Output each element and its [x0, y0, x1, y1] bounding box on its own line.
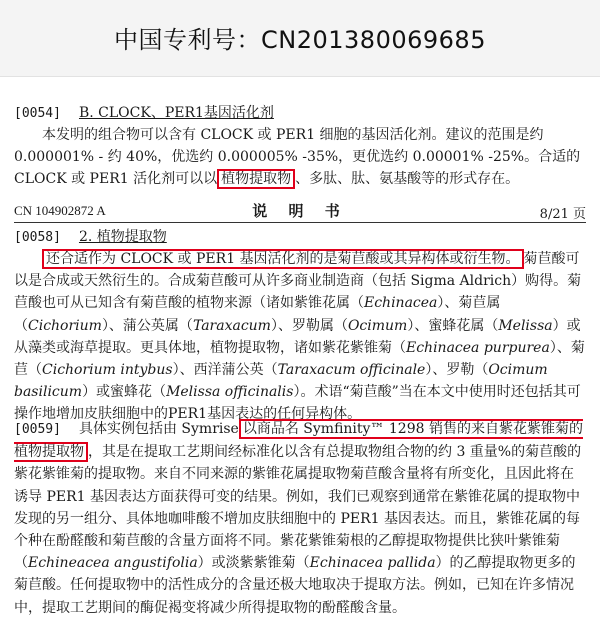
section-0058-heading — [14, 226, 167, 246]
paragraph-number: [0059] — [14, 422, 61, 437]
patent-number-title: 中国专利号：CN201380069685 — [114, 26, 486, 54]
section-0054-heading — [14, 102, 274, 122]
text-run: ）或淡紫紫锥菊（ — [197, 555, 310, 572]
species-name: Taraxacum officinale — [277, 362, 426, 379]
document-type: 说 明 书 — [252, 202, 348, 220]
text-run: ）或从藻类或海草提取。更具体地，植物提取物，诸如紫花紫锥菊（ — [14, 317, 581, 356]
species-name: Echinacea pallida — [309, 555, 436, 572]
text-run: ）、罗勒属（ — [270, 317, 348, 334]
paragraph-0059 — [14, 418, 586, 619]
paragraph-number: [0058] — [14, 230, 61, 245]
section-title: B. CLOCK、PER1基因活化剂 — [78, 105, 274, 121]
page-number: 8/21 页 — [539, 207, 586, 222]
text-run: ）、蜜蜂花属（ — [407, 317, 499, 334]
species-name: Echineacea angustifolia — [28, 555, 198, 572]
text-run: 具体实例包括由 Symrise — [78, 421, 239, 437]
genus-name: Taraxacum — [192, 317, 271, 334]
text-run: ，其是在提取工艺期间经标准化以含有总提取物组合物的约 3 重量%的菊苣酸的紫花紫锥菊的提取物。来自不同来源的紫锥花属提取物菊苣酸含量将有所变化，且因此将在诱导 PER1 基因表达方面获得可变的结果。例如，我们已观察到通常在紫锥花属的提取物中发现的另一组分、具体地咖啡酸不增加皮肤细胞中的 PER1 基因表达。而且，紫锥花属的每个种在酚醛酸和菊苣酸的含量方面将不同。紫花紫锥菊根的乙醇提取物提供比狭叶紫锥菊（ — [14, 444, 582, 572]
genus-name: Melissa — [498, 317, 553, 334]
text-run: ）、菊苣属（ — [14, 295, 501, 334]
paragraph-0054 — [14, 124, 586, 191]
highlight-box: 以商品名 Symfinity™ 1298 销售的来自紫花紫锥菊的植物提取物 — [14, 421, 583, 461]
text-run: ）的乙醇提取物更多的菊苣酸。任何提取物中的活性成分的含量还极大地取决于提取方法。例如，已知在许多情况中，提取工艺期间的酶促褐变将减少所得提取物的酚醛酸含量。 — [14, 555, 576, 616]
genus-name: Echinacea — [364, 295, 438, 312]
text-run: ）、菊苣（ — [14, 339, 585, 379]
text-run: ）、罗勒（ — [425, 362, 489, 379]
genus-name: Ocimum — [347, 317, 408, 334]
text-run: 本发明的组合物可以含有 CLOCK 或 PER1 细胞的基因活化剂。建议的范围是约 0.000001% - 约 40%，优选约 0.000005% -35%，更优选约 0.00001% -25%。合适的 CLOCK 或 PER1 活化剂可以以 — [14, 127, 581, 188]
paragraph-0058 — [14, 248, 586, 426]
text-run: ）。术语“菊苣酸”当在本文中使用时还包括其可操作地增加皮肤细胞中的PER1基因表达的任何异构体。 — [14, 384, 581, 423]
species-name: Cichorium intybus — [42, 362, 173, 379]
text-run: ）或蜜蜂花（ — [82, 384, 167, 401]
species-name: Melissa officinalis — [166, 384, 294, 401]
text-run: ）、西洋蒲公英（ — [172, 362, 278, 379]
section-title: 2. 植物提取物 — [78, 229, 167, 245]
highlight-box: 还合适作为 CLOCK 或 PER1 基因活化剂的是菊苣酸或其异构体或衍生物。 — [42, 249, 524, 269]
paragraph-number: [0054] — [14, 106, 61, 121]
species-name: Echinacea purpurea — [406, 339, 550, 356]
text-run: ）、蒲公英属（ — [101, 317, 193, 334]
highlight-box: 植物提取物 — [217, 169, 295, 189]
document-page-header — [14, 200, 586, 223]
text-run: 、多肽、肽、氨基酸等的形式存在。 — [295, 171, 520, 188]
genus-name: Cichorium — [28, 317, 102, 334]
publication-number: CN 104902872 A — [14, 203, 106, 218]
text-run: 菊苣酸可以是合成或天然衍生的。合成菊苣酸可从许多商业制造商（包括 Sigma Aldrich）购得。菊苣酸也可从已知含有菊苣酸的植物来源（诸如紫锥花属（ — [14, 251, 582, 312]
species-name: Ocimum basilicum — [14, 362, 548, 401]
header-banner — [0, 0, 600, 77]
